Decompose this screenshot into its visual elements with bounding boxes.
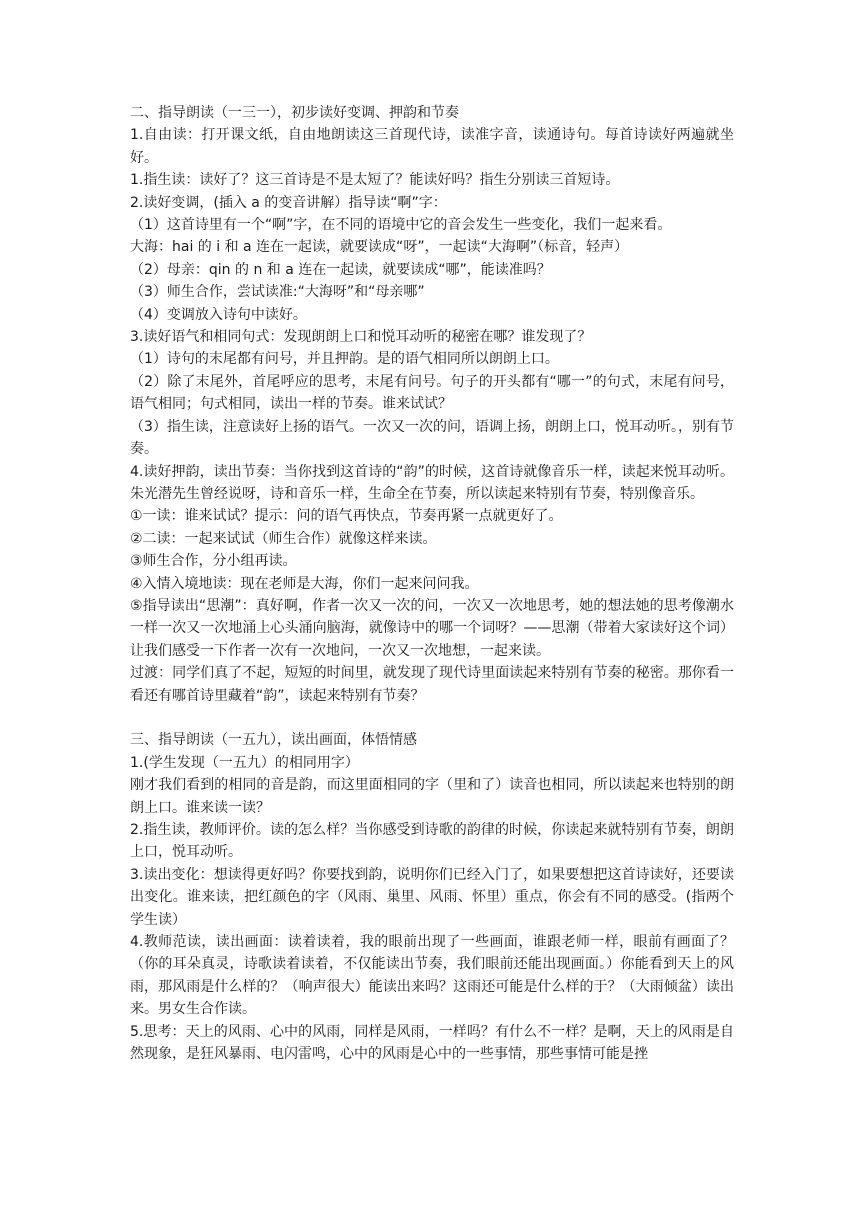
paragraph: 1.自由读：打开课文纸，自由地朗读这三首现代诗，读准字音，读通诗句。每首诗读好两遍就坐好。 — [130, 127, 734, 166]
paragraph: ②二读：一起来试试（师生合作）就像这样来读。 — [130, 530, 437, 547]
paragraph: （4）变调放入诗句中读好。 — [130, 306, 307, 323]
paragraph: 大海：hai 的 i 和 a 连在一起读，就要读成“呀”，一起读“大海啊”（标音，轻声） — [130, 239, 629, 256]
paragraph: ⑤指导读出“思潮”：真好啊，作者一次又一次的问，一次又一次地思考，她的想法她的思考像潮水一样一次又一次地涌上心头涌向脑海，就像诗中的哪一个词呀？——思潮（带着大家读好这个词）让我们感受一下作者一次有一次地问，一次又一次地想，一起来读。 — [130, 597, 734, 659]
paragraph: 1.指生读：读好了？这三首诗是不是太短了？能读好吗？指生分别读三首短诗。 — [130, 172, 620, 189]
paragraph: 5.思考：天上的风雨、心中的风雨，同样是风雨，一样吗？有什么不一样？是啊，天上的风雨是自然现象，是狂风暴雨、电闪雷鸣，心中的风雨是心中的一些事情，那些事情可能是挫 — [130, 1023, 734, 1063]
paragraph: （3）师生合作，尝试读准:“大海呀”和“母亲哪” — [130, 284, 425, 301]
paragraph: 1.(学生发现（一五九）的相同用字） — [130, 754, 359, 771]
paragraph: （2）母亲：qin 的 n 和 a 连在一起读，就要读成“哪”，能读准吗？ — [130, 261, 551, 278]
paragraph: 3.读好语气和相同句式：发现朗朗上口和悦耳动听的秘密在哪？谁发现了？ — [130, 329, 592, 346]
paragraph: ③师生合作，分小组再读。 — [130, 553, 297, 570]
paragraph: 2.读好变调，(插入 a 的变音讲解）指导读“啊”字： — [130, 194, 447, 211]
paragraph: 4.读好押韵，读出节奏：当你找到这首诗的“韵”的时候，这首诗就像音乐一样，读起来悦耳动听。朱光潜先生曾经说呀，诗和音乐一样，生命全在节奏，所以读起来特别有节奏，特别像音乐。 — [130, 463, 734, 502]
paragraph: ①一读：谁来试试？提示：问的语气再快点，节奏再紧一点就更好了。 — [130, 508, 563, 525]
paragraph: 4.教师范读，读出画面：读着读着，我的眼前出现了一些画面，谁跟老师一样，眼前有画面了？（你的耳朵真灵，诗歌读着读着，不仅能读出节奏，我们眼前还能出现画面。）你能看到天上的风雨，那风雨是什么样的？（响声很大）能读出来吗？这雨还可能是什么样的于？（大雨倾盆）读出来。男女生合作读。 — [130, 934, 734, 1018]
paragraph: 2.指生读，教师评价。读的怎么样？当你感受到诗歌的韵律的时候，你读起来就特别有节奏，朗朗上口，悦耳动听。 — [130, 821, 734, 861]
document-body — [130, 102, 734, 1065]
paragraph: 过渡：同学们真了不起，短短的时间里，就发现了现代诗里面读起来特别有节奏的秘密。那你看一看还有哪首诗里藏着“韵”，读起来特别有节奏？ — [130, 665, 734, 704]
paragraph: （1）诗句的末尾都有问号，并且押韵。是的语气相同所以朗朗上口。 — [130, 351, 559, 368]
paragraph: （2）除了末尾外，首尾呼应的思考，末尾有问号。句子的开头都有“哪一”的句式，末尾有问号，语气相同；句式相同，读出一样的节奏。谁来试试？ — [130, 373, 734, 413]
section-heading: 二、指导朗读（一三一），初步读好变调、押韵和节奏 — [130, 105, 459, 121]
paragraph: （3）指生读，注意读好上扬的语气。一次又一次的问，语调上扬，朗朗上口，悦耳动听。，别有节奏。 — [130, 418, 734, 458]
paragraph: 刚才我们看到的相同的音是韵，而这里面相同的字（里和了）读音也相同，所以读起来也特别的朗朗上口。谁来读一读？ — [130, 777, 734, 816]
paragraph: 3.读出变化：想读得更好吗？你要找到韵，说明你们已经入门了，如果要想把这首诗读好，还要读出变化。谁来读，把红颜色的字（风雨、巢里、风雨、怀里）重点，你会有不同的感受。(指两个学生读） — [130, 866, 734, 928]
paragraph: ④入情入境地读：现在老师是大海，你们一起来问问我。 — [130, 575, 479, 592]
blank-line — [130, 707, 734, 729]
paragraph: （1）这首诗里有一个“啊”字，在不同的语境中它的音会发生一些变化，我们一起来看。 — [130, 217, 672, 234]
section-heading: 三、指导朗读（一五九），读出画面，体悟情感 — [130, 732, 417, 749]
